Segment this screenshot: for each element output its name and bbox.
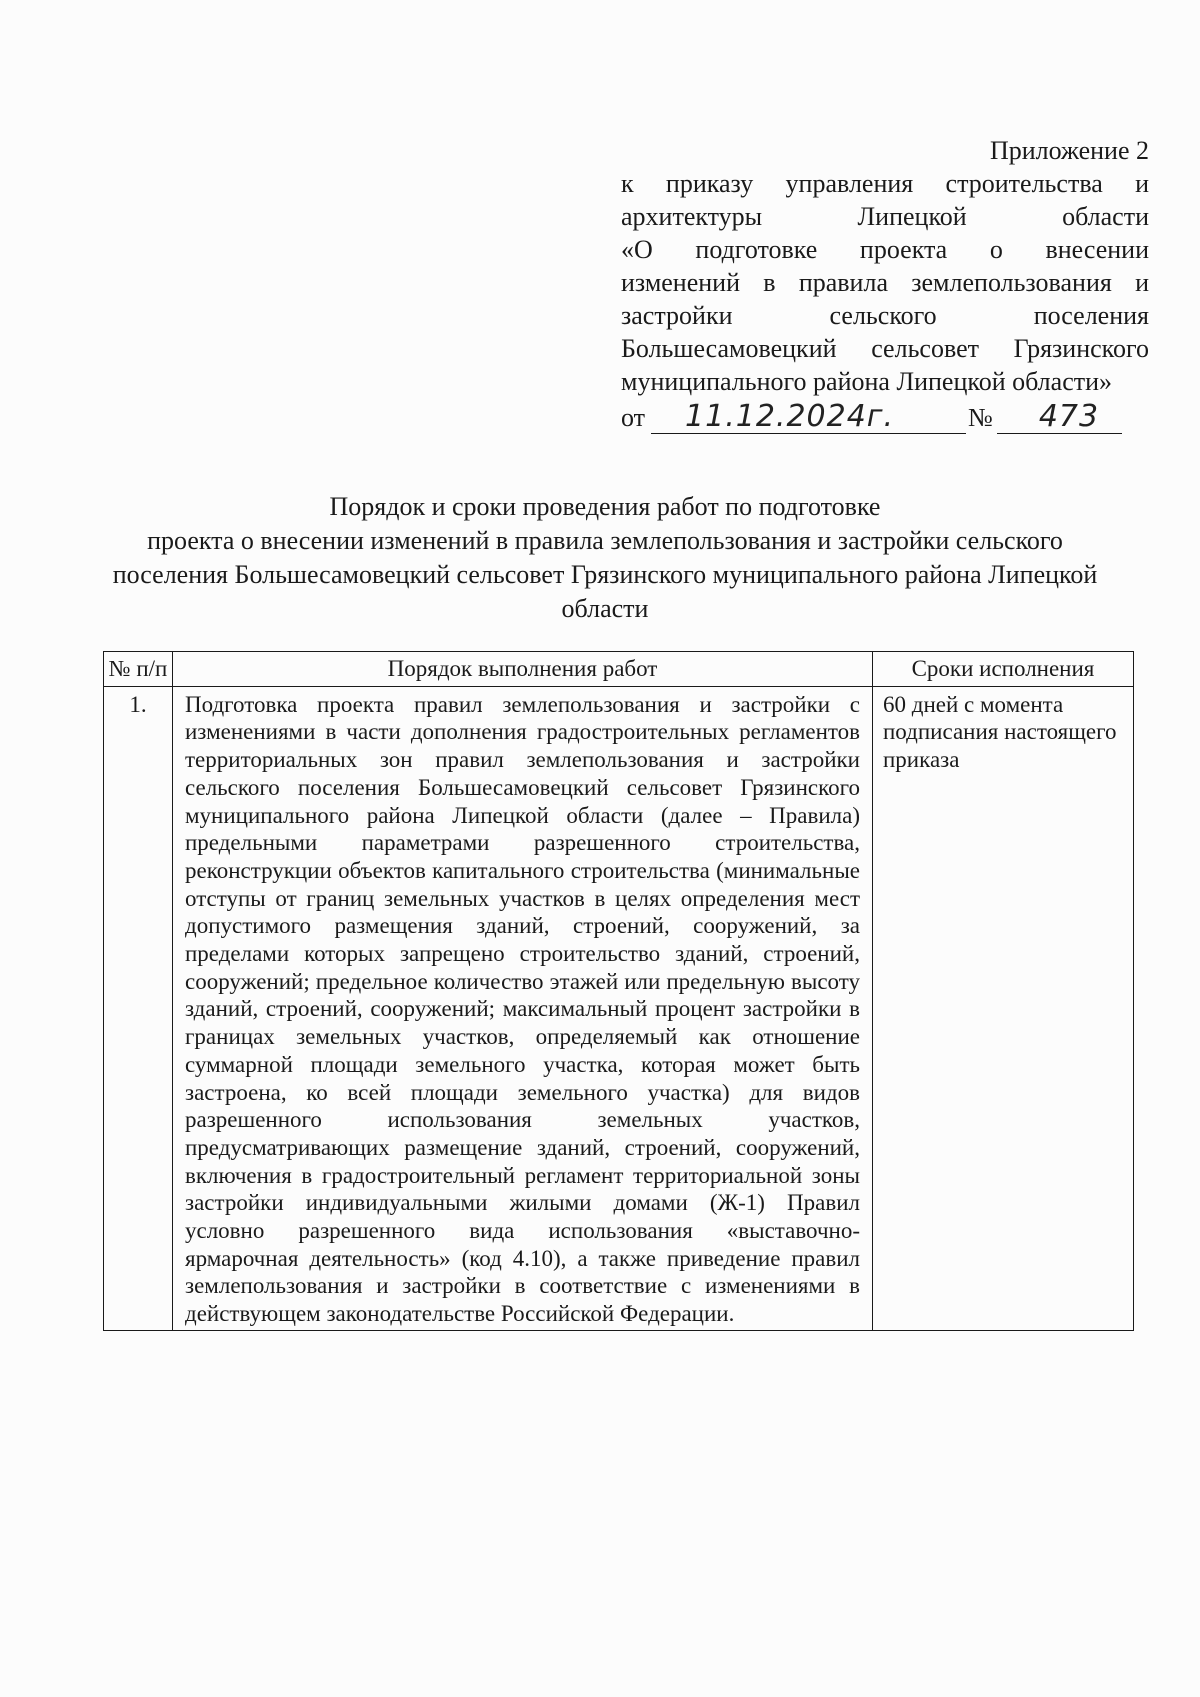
- appendix-line: «О подготовке проекта о внесении: [621, 235, 1149, 264]
- table-row: [104, 686, 1134, 1330]
- works-table: [103, 651, 1134, 1331]
- appendix-line: застройки сельского поселения: [621, 301, 1149, 330]
- date-field: [651, 401, 966, 434]
- number-field: [997, 401, 1122, 434]
- document-heading: [60, 490, 1150, 626]
- date-prefix: от: [621, 403, 646, 432]
- row-term: 60 дней с момента подписания настоящего приказа: [873, 686, 1134, 1330]
- heading-line: поселения Большесамовецкий сельсовет Грязинского муниципального района Липецкой: [112, 560, 1098, 589]
- number-handwritten: 473: [1038, 399, 1100, 434]
- row-work: Подготовка проекта правил землепользования и застройки с изменениями в части дополнения градостроительных регламентов территориальных зон правил землепользования и застройки сельского поселения Большесамовецкий сельсовет Грязинского муниципального района Липецкой области (далее – Правила) предельными параметрами разрешенного строительства, реконструкции объектов капитального строительства (минимальные отступы от границ земельных участков в целях определения мест допустимого размещения зданий, строений, сооружений, за пределами которых запрещено строительство зданий, строений, сооружений; предельное количество этажей или предельную высоту зданий, строений, сооружений; максимальный процент застройки в границах земельных участков, определяемый как отношение суммарной площади земельного участка, которая может быть застроена, ко всей площади земельного участка) для видов разрешенного использования земельных участков, предусматривающих размещение зданий, строений, сооружений, включения в градостроительный регламент территориальной зоны застройки индивидуальными жилыми домами (Ж-1) Правил условно разрешенного вида использования «выставочно-ярмарочная деятельность» (код 4.10), а также приведение правил землепользования и застройки в соответствие с изменениями в действующем законодательстве Российской Федерации.: [173, 686, 873, 1330]
- heading-line: Порядок и сроки проведения работ по подготовке: [329, 492, 881, 521]
- appendix-line: к приказу управления строительства и: [621, 169, 1149, 198]
- appendix-title: Приложение 2: [989, 136, 1149, 165]
- row-number: 1.: [104, 686, 173, 1330]
- appendix-line: изменений в правила землепользования и: [621, 268, 1149, 297]
- heading-line: проекта о внесении изменений в правила землепользования и застройки сельского: [147, 526, 1063, 555]
- header-number: № п/п: [104, 652, 173, 687]
- date-number-line: [621, 398, 1149, 434]
- table-header-row: [104, 652, 1134, 687]
- appendix-block: [621, 134, 1149, 434]
- appendix-line: Большесамовецкий сельсовет Грязинского: [621, 334, 1149, 363]
- appendix-line: муниципального района Липецкой области»: [621, 367, 1113, 396]
- header-work: Порядок выполнения работ: [173, 652, 873, 687]
- header-term: Сроки исполнения: [873, 652, 1134, 687]
- appendix-line: архитектуры Липецкой области: [621, 202, 1149, 231]
- number-prefix: №: [968, 403, 993, 432]
- date-handwritten: 11.12.2024г.: [685, 399, 895, 434]
- heading-line: области: [561, 594, 649, 623]
